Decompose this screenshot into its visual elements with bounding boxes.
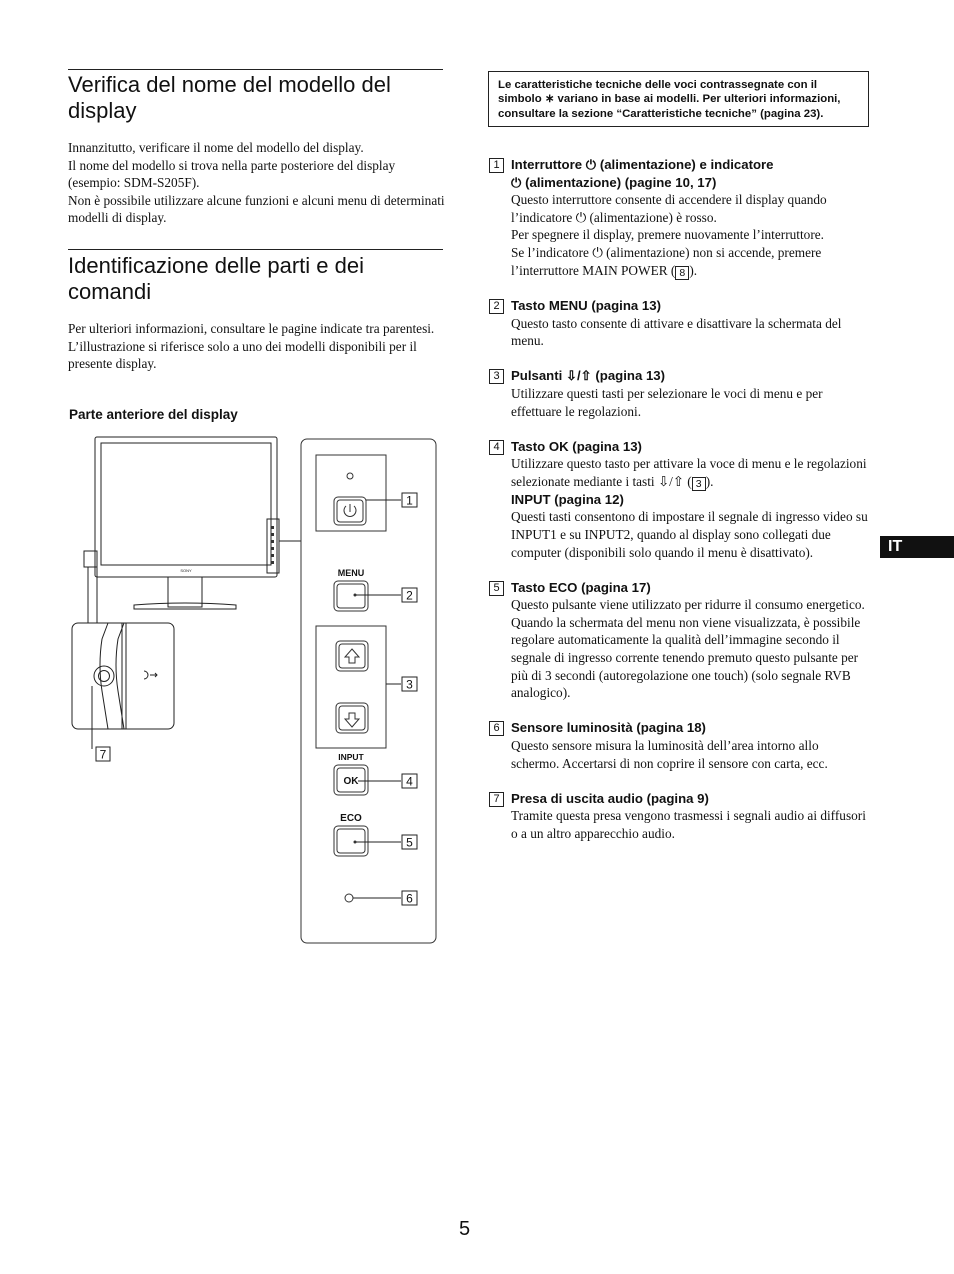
callout-2 (402, 588, 417, 603)
item-description: Questo sensore misura la luminosità dell’area intorno allo schermo. Accertarsi di non coprire il sensore con carta, ecc. (511, 737, 828, 771)
item-description: Questo tasto consente di attivare e disattivare la schermata del menu. (511, 315, 842, 349)
parts-list (489, 156, 869, 860)
section2-rule (68, 249, 443, 250)
eco-label: ECO (340, 813, 362, 824)
brand-logo: SONY (180, 568, 192, 573)
item-description: Questo pulsante viene utilizzato per ridurre il consumo energetico. Quando la schermata del menu non viene visualizzata, è possibile regolare automaticamente la qualità dell’immagine secondo il segnale di ingresso corrente tenendo premuto questo pulsante per più di 3 secondi (autoregolazione one touch) (solo segnale RVB analogico). (511, 597, 865, 701)
section2-paragraph: Per ulteriori informazioni, consultare le pagine indicate tra parentesi. (68, 321, 435, 336)
input-label: INPUT (338, 752, 364, 762)
menu-button (334, 581, 368, 611)
item-number: 2 (489, 299, 504, 314)
item-description: Utilizzare questi tasti per selezionare le voci di menu e per effettuare le regolazioni. (511, 385, 823, 419)
item-title: 7 Presa di uscita audio (pagina 9) (489, 790, 869, 808)
audio-jack-closeup (72, 623, 174, 749)
item-title: 3 Pulsanti ⇩/⇧ (pagina 13) (489, 367, 869, 385)
item-title: 4 Tasto OK (pagina 13) (489, 438, 869, 456)
down-arrow-button (336, 703, 368, 733)
power-button (334, 497, 366, 525)
item-number: 7 (489, 792, 504, 807)
menu-label: MENU (337, 568, 365, 578)
item-number: 3 (489, 369, 504, 384)
display-illustration (68, 433, 448, 948)
language-tab: IT (880, 536, 954, 558)
list-item (489, 297, 869, 350)
light-sensor (345, 894, 353, 902)
item-number: 4 (489, 440, 504, 455)
svg-text:4: 4 (406, 774, 413, 789)
callout-6 (402, 891, 417, 906)
callout-4 (402, 774, 417, 789)
section1-title: Verifica del nome del modello del display (68, 72, 391, 123)
item-description: Utilizzare questo tasto per attivare la voce di menu e le regolazioni selezionate mediante i tasti ⇩/⇧ ( 3 ). INPUT (pagina 12) Questi tasti consentono di impostare il segnale di ingresso video su INPUT1 e su INPUT2, quando al display sono collegati due computer (disponibili solo quando il menu è disattivato). (511, 456, 868, 560)
list-item (489, 367, 869, 420)
list-item (489, 156, 869, 280)
item-description: Tramite questa presa vengono trasmessi i segnali audio ai diffusori o a un altro apparecchio audio. (511, 808, 866, 841)
item-number: 5 (489, 581, 504, 596)
up-arrow-button (336, 641, 368, 671)
callout-5 (402, 835, 417, 850)
section1-paragraph: Il nome del modello si trova nella parte posteriore del display (esempio: SDM-S205F). (68, 157, 396, 191)
item-title: 1 Interruttore ⏻ (alimentazione) e indicatore ⏻ (alimentazione) (pagine 10, 17) (489, 156, 869, 191)
callout-7 (96, 747, 110, 762)
item-number: 1 (489, 158, 504, 173)
item-number: 6 (489, 721, 504, 736)
section1-paragraph: Innanzitutto, verificare il nome del modello del display. (68, 140, 364, 155)
item-title: 2 Tasto MENU (pagina 13) (489, 297, 869, 315)
section2-body (68, 320, 446, 373)
eco-button (334, 826, 368, 856)
item-title: 5 Tasto ECO (pagina 17) (489, 579, 869, 597)
section2-subtitle: Parte anteriore del display (69, 407, 238, 422)
monitor-front (95, 437, 279, 609)
section2-paragraph: L’illustrazione si riferisce solo a uno dei modelli disponibili per il presente display. (68, 338, 417, 372)
list-item (489, 438, 869, 562)
ok-label: OK (343, 776, 359, 787)
svg-text:2: 2 (406, 588, 413, 603)
item-subtitle: INPUT (pagina 12) (511, 491, 624, 507)
svg-text:3: 3 (406, 677, 413, 692)
svg-text:1: 1 (406, 493, 413, 508)
section1-paragraph: Non è possibile utilizzare alcune funzioni e alcuni menu di determinati modelli di display. (68, 192, 445, 226)
svg-text:5: 5 (406, 835, 413, 850)
list-item (489, 790, 869, 843)
page-number: 5 (459, 1218, 471, 1240)
note-box: Le caratteristiche tecniche delle voci contrassegnate con il simbolo ∗ variano in base ai modelli. Per ulteriori informazioni, consultare la sezione “Caratteristiche tecniche” (pagina 23). (488, 71, 869, 127)
item-title: 6 Sensore luminosità (pagina 18) (489, 719, 869, 737)
power-indicator (347, 473, 353, 479)
section1-body (68, 139, 446, 227)
item-description: Questo interruttore consente di accendere il display quando l’indicatore ⏻ (alimentazione) è rosso. Per spegnere il display, premere nuovamente l’interruttore. Se l’indicatore ⏻ (alimentazione) non si accende, premere l’interruttore MAIN POWER ( 8 ). (511, 192, 827, 279)
callout-3 (402, 677, 417, 692)
list-item (489, 719, 869, 772)
callout-1 (402, 493, 417, 508)
list-item (489, 579, 869, 702)
svg-text:7: 7 (99, 747, 107, 762)
svg-text:6: 6 (406, 891, 413, 906)
section2-title: Identificazione delle parti e dei comandi (68, 253, 364, 304)
section1-rule (68, 69, 443, 70)
